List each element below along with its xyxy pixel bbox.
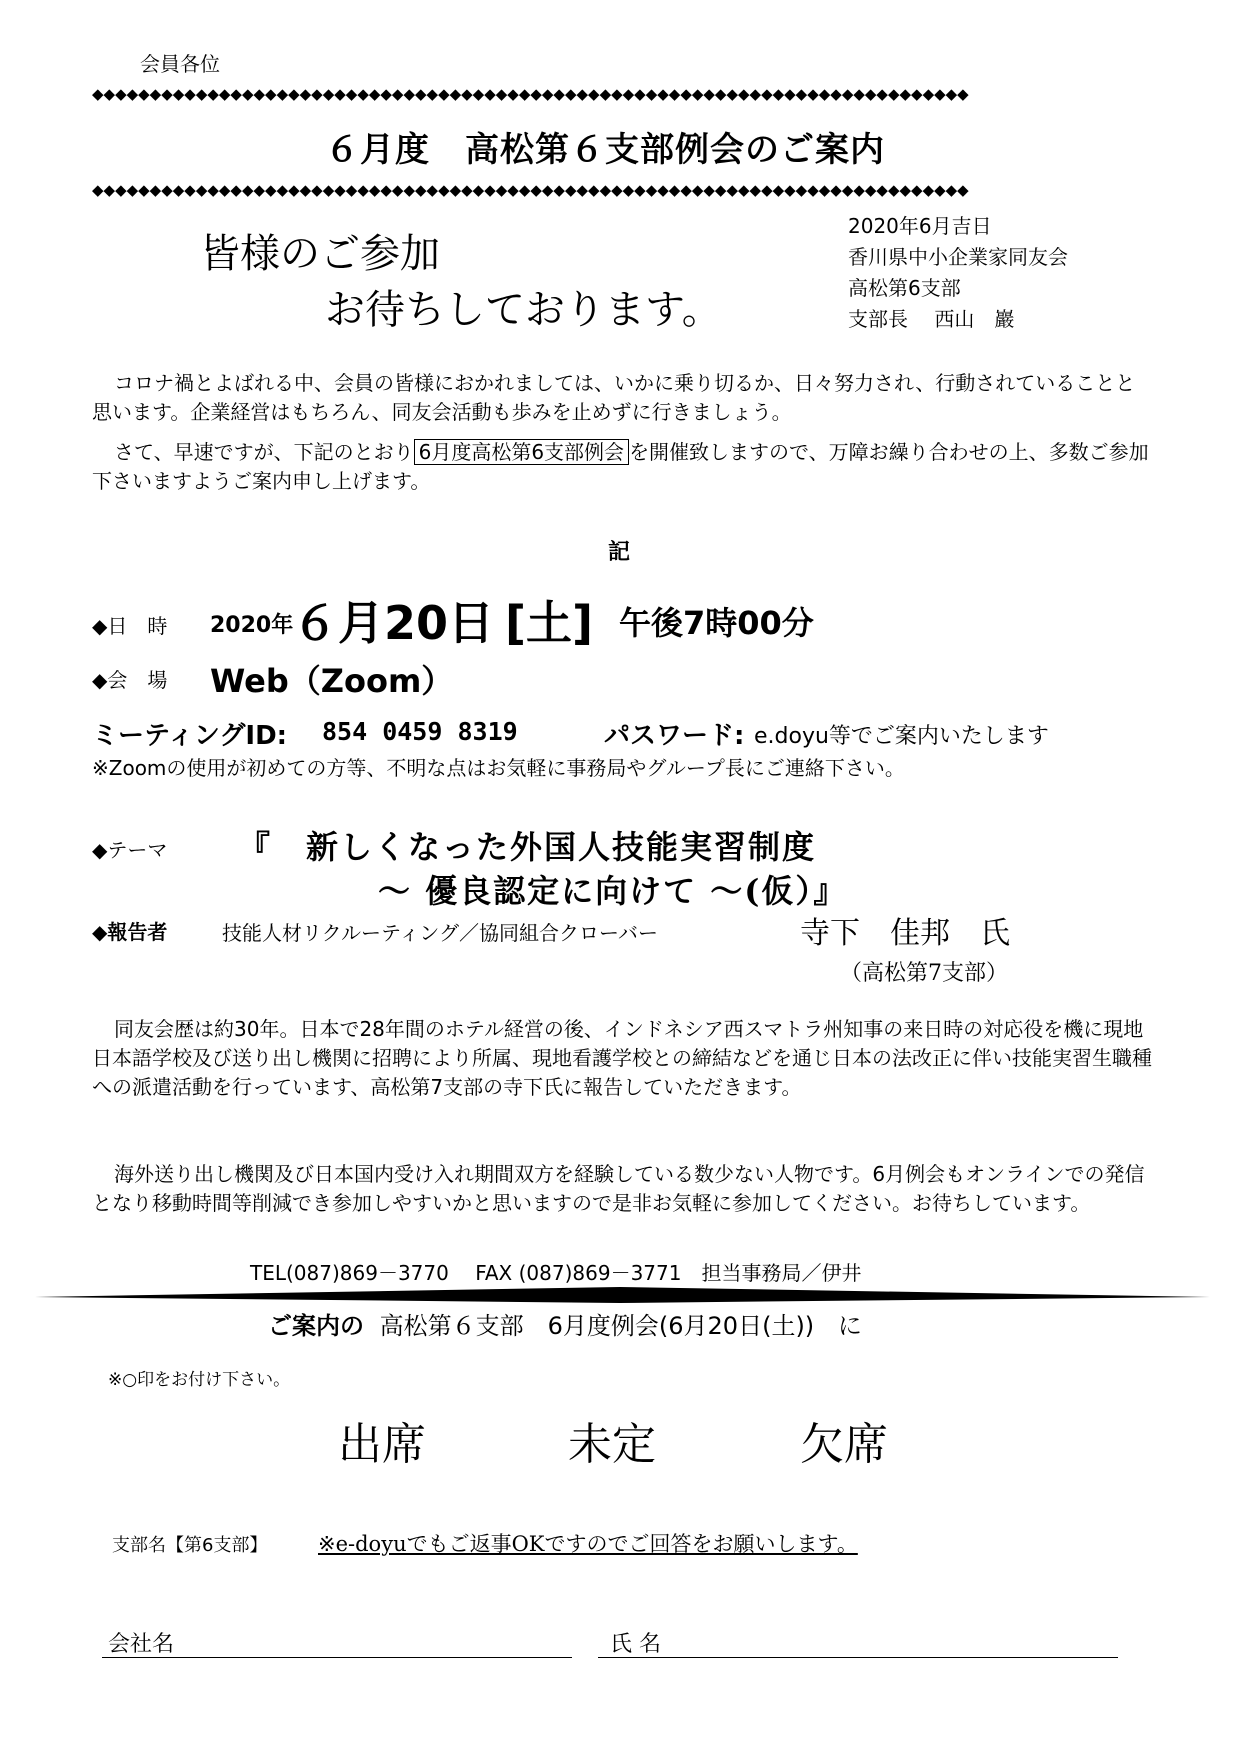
branch-note: ※e-doyuでもご返事OKですのでご回答をお願いします。 bbox=[318, 1532, 858, 1556]
cut-line bbox=[0, 1283, 1241, 1307]
reply-intro-end: に bbox=[837, 1312, 862, 1340]
sender-date: 2020年6月吉日 bbox=[848, 214, 992, 238]
option-attend[interactable]: 出席 bbox=[338, 1419, 426, 1470]
intro-paragraph-1: コロナ禍とよばれる中、会員の皆様におかれましては、いかに乗り切るか、日々努力され、行動されていることと思います。企業経営はもちろん、同友会活動も歩みを止めずに行きましょう。 bbox=[92, 371, 1136, 424]
datetime-weekday: [土] bbox=[505, 596, 594, 650]
venue-label: ◆会 場 bbox=[92, 668, 168, 692]
meeting-note: ※Zoomの使用が初めての方等、不明な点はお気軽に事務局やグループ長にご連絡下さい。 bbox=[92, 756, 905, 780]
name-label: 氏 名 bbox=[610, 1632, 661, 1657]
company-label: 会社名 bbox=[108, 1632, 175, 1657]
datetime-label: ◆日 時 bbox=[92, 614, 168, 638]
company-field[interactable] bbox=[102, 1657, 572, 1658]
reporter-label: ◆報告者 bbox=[92, 920, 168, 944]
meeting-pw-value: e.doyu等でご案内いたします bbox=[754, 724, 1049, 749]
profile-paragraph-2: 海外送り出し機関及び日本国内受け入れ期間双方を経験している数少ない人物です。6月例会もオンラインでの発信となり移動時間等削減でき参加しやすいかと思いますので是非お気軽に参加してください。お待ちしています。 bbox=[92, 1162, 1145, 1215]
reply-intro-event: 高松第６支部 6月度例会(6月20日(土)) bbox=[379, 1312, 815, 1340]
profile-paragraph-1: 同友会歴は約30年。日本で28年間のホテル経営の後、インドネシア西スマトラ州知事の来日時の対応役を機に現地日本語学校及び送り出し機関に招聘により所属、現地看護学校との締結などを通じ日本の法改正に伴い技能実習生職種への派遣活動を行っています、高松第7支部の寺下氏に報告していただきます。 bbox=[92, 1017, 1152, 1099]
sender-chief: 支部長 西山 巖 bbox=[848, 307, 1015, 331]
greeting-line-2: お待ちしております。 bbox=[325, 287, 722, 333]
name-field[interactable] bbox=[598, 1657, 1118, 1658]
sender-org: 香川県中小企業家同友会 bbox=[848, 245, 1068, 269]
meeting-pw-label: パスワード: bbox=[604, 721, 745, 751]
meeting-id-label: ミーティングID: bbox=[92, 721, 288, 751]
reporter-org: 技能人材リクルーティング／協同組合クローバー bbox=[222, 921, 658, 945]
reporter-branch: （高松第7支部） bbox=[840, 961, 1008, 986]
theme-line-2: ～ 優良認定に向けて ～(仮）』 bbox=[378, 872, 848, 910]
option-undecided[interactable]: 未定 bbox=[568, 1419, 656, 1470]
intro-paragraph-2 bbox=[92, 438, 1152, 496]
greeting-line-1: 皆様のご参加 bbox=[200, 231, 440, 277]
datetime-date: ６月20日 bbox=[292, 596, 495, 650]
reply-intro-bold: ご案内の bbox=[268, 1312, 364, 1340]
datetime-time: 午後7時00分 bbox=[619, 604, 814, 642]
reply-intro bbox=[268, 1306, 862, 1341]
sender-branch: 高松第6支部 bbox=[848, 276, 961, 300]
page-title: ６月度 高松第６支部例会のご案内 bbox=[325, 130, 885, 170]
event-name-box: 6月度高松第6支部例会 bbox=[414, 439, 629, 465]
venue-value: Web（Zoom） bbox=[210, 662, 454, 700]
meeting-id-value: 854 0459 8319 bbox=[322, 717, 518, 746]
theme-label: ◆テーマ bbox=[92, 838, 168, 862]
diamond-divider-bottom: ◆◆◆◆◆◆◆◆◆◆◆◆◆◆◆◆◆◆◆◆◆◆◆◆◆◆◆◆◆◆◆◆◆◆◆◆◆◆◆◆◆◆◆◆◆◆◆◆◆◆◆◆◆◆◆◆◆◆◆◆◆◆◆◆◆◆◆◆◆◆◆◆◆◆◆◆ bbox=[92, 183, 969, 197]
branch-label: 支部名【第6支部】 bbox=[112, 1535, 268, 1556]
diamond-divider-top: ◆◆◆◆◆◆◆◆◆◆◆◆◆◆◆◆◆◆◆◆◆◆◆◆◆◆◆◆◆◆◆◆◆◆◆◆◆◆◆◆◆◆◆◆◆◆◆◆◆◆◆◆◆◆◆◆◆◆◆◆◆◆◆◆◆◆◆◆◆◆◆◆◆◆◆◆ bbox=[92, 87, 969, 101]
option-absent[interactable]: 欠席 bbox=[800, 1419, 888, 1470]
addressee: 会員各位 bbox=[140, 52, 220, 76]
contact-info: TEL(087)869－3770 FAX (087)869－3771 担当事務局／伊井 bbox=[250, 1261, 862, 1285]
reporter-name: 寺下 佳邦 氏 bbox=[800, 916, 1010, 951]
ki-heading: 記 bbox=[608, 540, 631, 565]
sender-block bbox=[848, 211, 1068, 335]
intro-p2-after: を開催致しますので、万障お繰り合わせの上、多数ご参加下さいますようご案内申し上げます。 bbox=[92, 440, 1149, 493]
theme-line-1: 『 新しくなった外国人技能実習制度 bbox=[238, 828, 817, 866]
intro-p2-before: さて、早速ですが、下記のとおり bbox=[114, 440, 414, 464]
reply-instruction: ※○印をお付け下さい。 bbox=[108, 1370, 291, 1390]
datetime-year: 2020年 bbox=[210, 613, 294, 638]
